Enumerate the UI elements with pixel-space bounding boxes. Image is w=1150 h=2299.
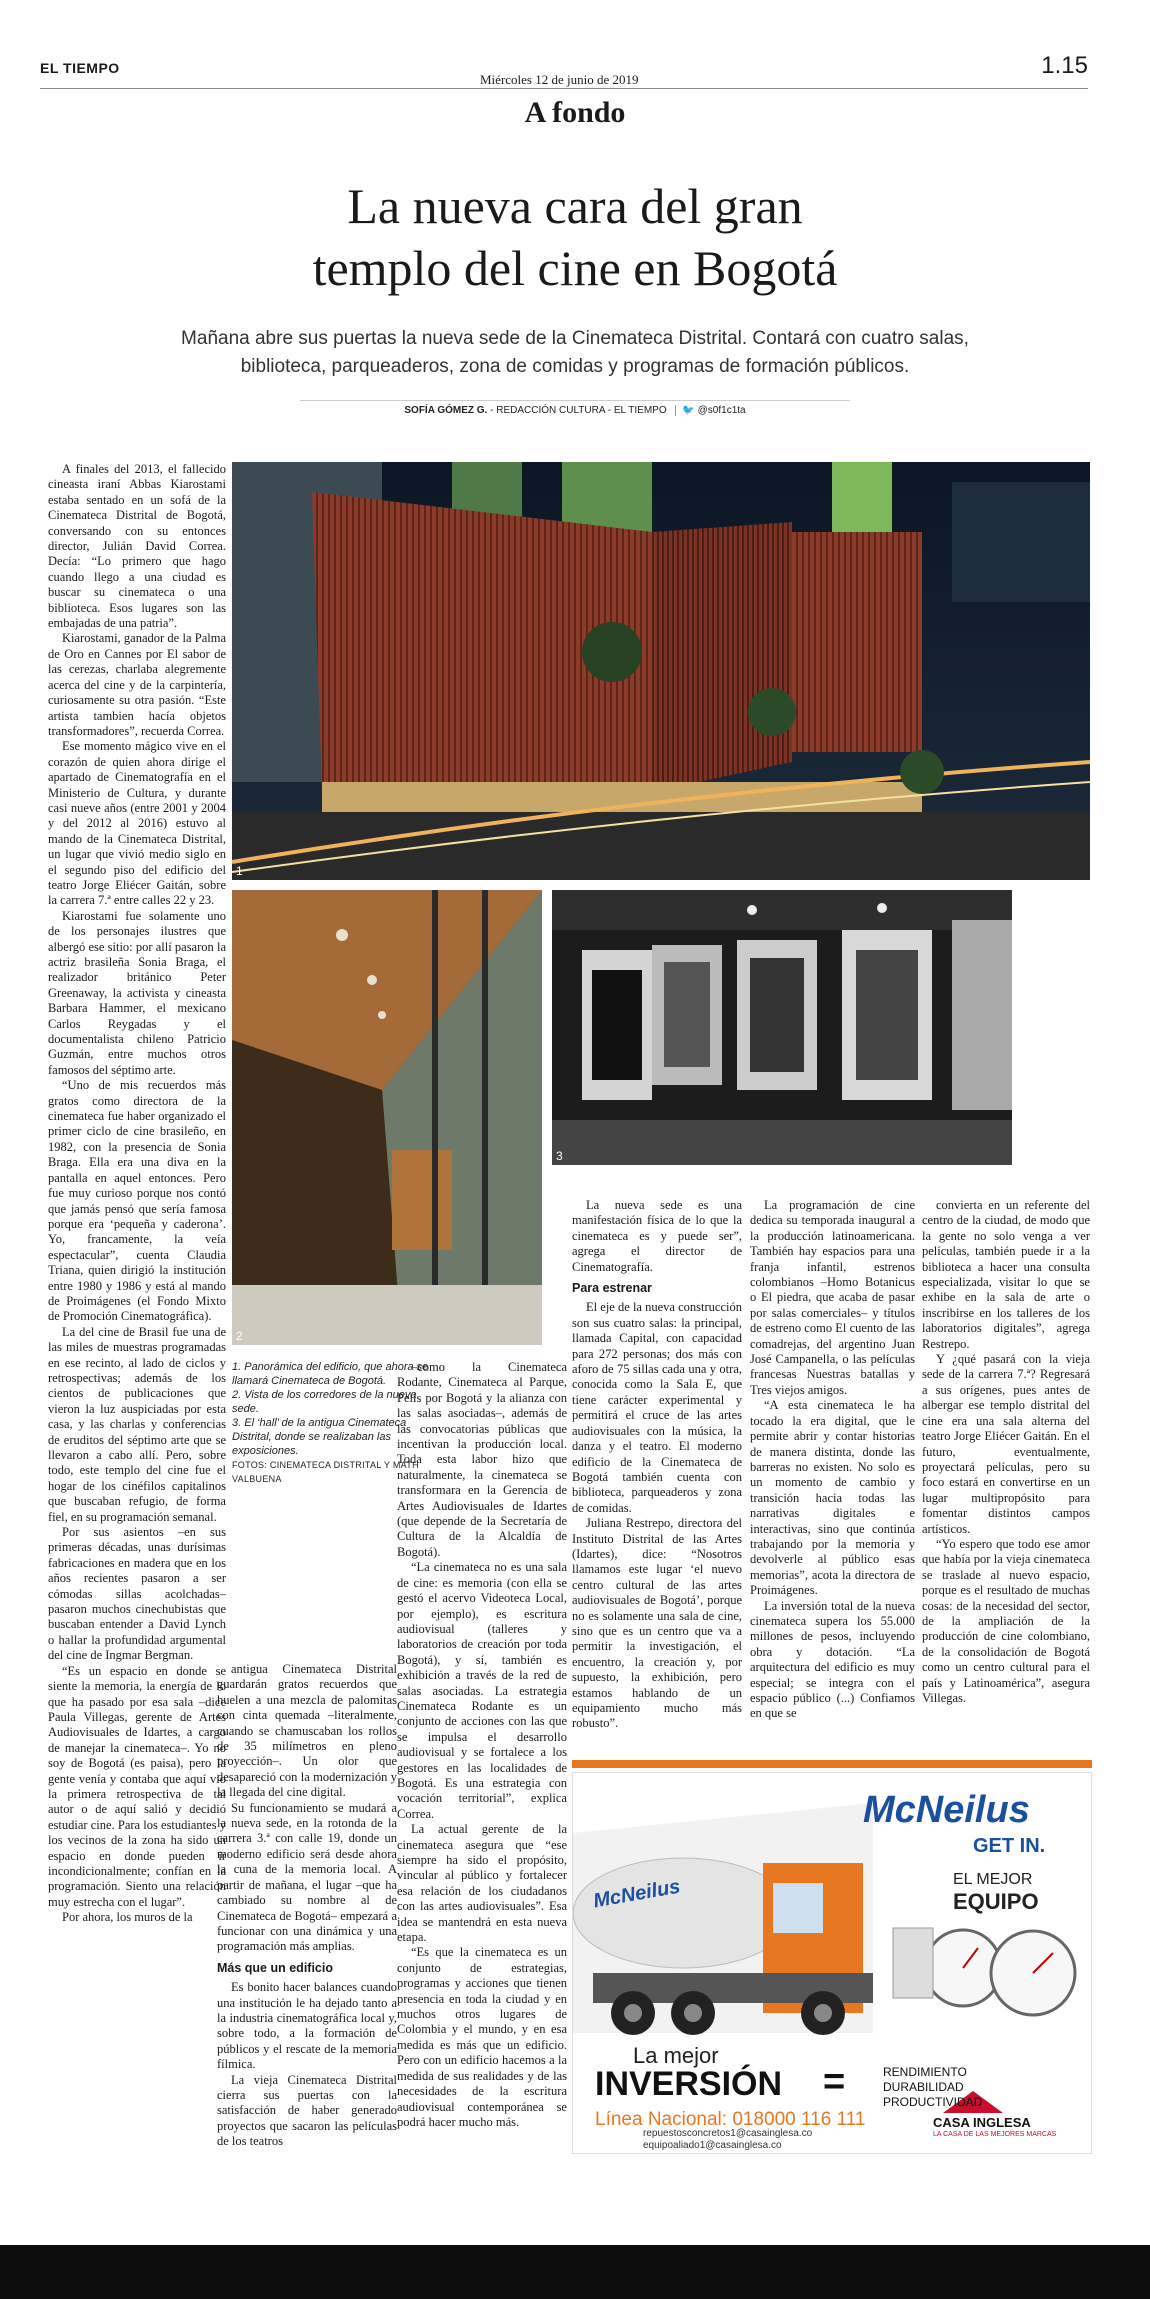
photo-number-3: 3: [556, 1149, 563, 1163]
col5-paragraph: La programación de cine dedica su temporada inaugural a la producción latinoamericana. También hay espacios para una franja infantil, estrenos colombianos –Homo Botanicus o El piedra, que acaba de pasar por salas comerciales– y títulos de estreno como El cuento de las comadrejas, del argentino Juan José Campanella, o las películas francesas Nuestras batallas y Tres viejos amigos.: [750, 1198, 915, 1397]
ad-brand: McNeilus: [863, 1789, 1030, 1831]
col2b-paragraph: La vieja Cinemateca Distrital cierra sus puertas con la satisfacción de haber generado proyectos que sacaron las películas de los teatros: [217, 2072, 397, 2149]
ad-slogan-big: INVERSIÓN: [595, 2065, 783, 2103]
ad-email-1: repuestosconcretos1@casainglesa.co: [643, 2128, 813, 2139]
photo-credit: FOTOS: CINEMATECA DISTRITAL Y MATH VALBUENA: [232, 1460, 419, 1484]
ad-claim-line-1: EL MEJOR: [953, 1871, 1033, 1888]
caption-2: 2. Vista de los corredores de la nueva sede.: [232, 1389, 417, 1415]
col1-paragraph: “Uno de mis recuerdos más gratos como directora de la cinemateca fue haber organizado el primer ciclo de cine brasileño, en 1982, con la presencia de Sonia Braga. Ella era una diva en la pantalla en aquel entonces. Pero fue muy curioso porque nos contó que jamás pensó que sería famosa porque era ‘pequeña y caderona’. Yo, francamente, la veía espectacular”, cuenta Claudia Triana, quien dirigió la institución entre 1980 y 1986 y está al mando de Proimágenes (el Fondo Mixto de Promoción Cinematográfica).: [48, 1078, 226, 1324]
page-footer-bar: [0, 2245, 1150, 2299]
col2-paragraph: Su funcionamiento se mudará a la nueva sede, en la rotonda de la carrera 3.ª con calle 19, donde un moderno edificio será desde ahora la cuna de la memoria local. A partir de mañana, el lugar –que ha cambiado su nombre al de Cinemateca de Bogotá– empezará a funcionar con una dinámica y una programación más amplias.: [217, 1800, 397, 1954]
subhead-mas-que-un-edificio: Más que un edificio: [217, 1960, 333, 1975]
ad-top-bar: [572, 1760, 1092, 1768]
col1-paragraph: Por ahora, los muros de la: [62, 1910, 193, 1925]
col4-paragraph: La nueva sede es una manifestación física de lo que la cinemateca es y puede ser”, agrega el director de Cinematografía.: [572, 1198, 742, 1274]
ad-email-2: equipoaliado1@casainglesa.co: [643, 2140, 782, 2151]
col4b-paragraph: Juliana Restrepo, directora del Instituto Distrital de las Artes (Idartes), dice: “Nosotros llamamos este lugar ‘el nuevo centro cultural de las artes audiovisuales de Bogotá’, porque no es solamente una sala de cine, sino que es un centro que va a permitir la investigación, el encuentro, la creación y, por supuesto, la exhibición, pero estamos hablando de un equipamiento mucho más robusto”.: [572, 1516, 742, 1731]
column-5: [750, 1198, 915, 1722]
ad-dealer-sub: LA CASA DE LAS MEJORES MARCAS: [933, 2131, 1057, 2138]
deck: Mañana abre sus puertas la nueva sede de la Cinemateca Distrital. Contará con cuatro salas, biblioteca, parqueaderos, zona de comidas y programas de formación públicos.: [181, 328, 969, 377]
col2b-paragraph: Es bonito hacer balances cuando una institución le ha dejado tanto a la industria cinematográfica local y, sobre todo, a la formación de públicos y el rescate de la memoria fílmica.: [217, 1980, 397, 2072]
col6-paragraph: Y ¿qué pasará con la vieja sede de la carrera 7.ª? Regresará a sus orígenes, pues antes de albergar ese templo distrital del cine era una sala alterna del teatro Jorge Eliécer Gaitán. En el futuro, eventualmente, proyectará películas, pero su foco estará en convertirse en un lugar multipropósito para fomentar distintos campos artísticos.: [922, 1352, 1090, 1536]
col4b-paragraph: El eje de la nueva construcción son sus cuatro salas: la principal, llamada Capital, con capacidad para 272 personas; dos más con aforo de 75 sillas cada una y otra, conocida como la Sala E, que tiene carácter experimental y permitirá el cruce de las artes audiovisuales con la música, la danza y el teatro. El moderno edificio de la Cinemateca de Bogotá también cuenta con biblioteca, parqueaderos y zona de comidas.: [572, 1300, 742, 1515]
column-1-text: [48, 462, 226, 1926]
header-rule: [40, 88, 1088, 89]
col2-paragraph: antigua Cinemateca Distrital guardarán gratos recuerdos que huelen a una mezcla de palomitas con cinta quemada –literalmente, cuando se chamuscaban los rollos de 35 milímetros en pleno proyección–. Un olor que desapareció con la modernización y la llegada del cine digital.: [217, 1662, 397, 1800]
subhead-para-estrenar: Para estrenar: [572, 1281, 652, 1296]
issue-date: Miércoles 12 de junio de 2019: [480, 72, 639, 87]
caption-3: 3. El ‘hall’ de la antigua Cinemateca Distrital, donde se realizaban las exposiciones.: [232, 1417, 407, 1457]
caption-1: 1. Panorámica del edificio, que ahora se llamará Cinemateca de Bogotá.: [232, 1361, 429, 1387]
column-5-text: [750, 1198, 915, 1722]
col5-paragraph: La inversión total de la nueva cinemateca supera los 55.000 millones de pesos, incluyendo obra y dotación. “La arquitectura del edificio es muy especial; se integra con el espacio público (...) Confiamos en que se: [750, 1598, 915, 1721]
ad-truck-brand: McNeilus: [591, 1875, 682, 1913]
col5-paragraph: “A esta cinemateca le ha tocado la era digital, que le permite abrir y contar historias de manera distinta, donde las barreras no existen. No solo es un momento de cambio y transición hacia todas las narrativas digitales e interactivas, sino que continúa trabajando por la memoria y devolverle al público esas memorias”, acota la directora de Proimágenes.: [750, 1398, 915, 1598]
headline: [100, 175, 1050, 299]
col3-paragraph: –como la Cinemateca Rodante, Cinemateca al Parque, Pelis por Bogotá y la alianza con las salas asociadas–, además de las convocatorias públicas que incentivan la producción local. Toda esta labor hizo que naturalmente, la cinemateca se transformara en la Gerencia de Artes Audiovisuales de Idartes (que depende de la Secretaría de Cultura de la Alcaldía de Bogotá).: [397, 1360, 567, 1559]
column-3-text: [397, 1360, 567, 2130]
ad-dealer: CASA INGLESA: [933, 2115, 1031, 2130]
column-1: [48, 462, 226, 1926]
photo-number-2: 2: [236, 1329, 243, 1343]
column-2: [217, 1662, 397, 2150]
headline-line-2: templo del cine en Bogotá: [312, 240, 838, 296]
col1-paragraph: Por sus asientos –en sus primeras décadas, unas durísimas fabricaciones en madera que en los años recientes pasaron a ser cómodas sillas acolchadas– pasaron muchos cinechubistas que buscaban entender a David Lynch o hallar la profundidad argumental del cine de Ingmar Bergman.: [48, 1525, 226, 1663]
byline-handle: @s0f1c1ta: [697, 405, 746, 416]
byline-rule: [300, 400, 850, 401]
col1-paragraph: “Es un espacio en donde se siente la memoria, la energía de lo que ha pasado por esa sala –dice Paula Villegas, gerente de Artes Audiovisuales de Idartes, a cargo de manejar la cinemateca–. Yo no soy de Bogotá (es paisa), pero la gente venía y contaba que aquí vio la primera retrospectiva de tal autor o de aquí salió y decidió estudiar cine. Para los estudiantes y los vecinos de la zona ha sido un espacio en donde pueden ir incondicionalmente; confían en la programación. Siento una relación muy estrecha con el lugar”.: [48, 1663, 226, 1909]
page-number: 1.15: [1041, 52, 1088, 79]
column-4b-text: [572, 1300, 742, 1731]
column-6: [922, 1198, 1090, 1706]
byline: [0, 405, 1150, 416]
col1-paragraph: Ese momento mágico vive en el corazón de quien ahora dirige el apartado de Cinematografía en el Ministerio de Cultura, y durante casi nueve años (entre 2001 y 2004 y del 2012 al 2016) estuvo al mando de la Cinemateca Distrital, un lugar que vivió medio siglo en el segundo piso del edificio del teatro Jorge Eliécer Gaitán, sobre la carrera 7.ª entre calles 22 y 23.: [48, 739, 226, 908]
ad-benefit-3: PRODUCTIVIDAD: [883, 2095, 983, 2109]
ad-benefits: [883, 2065, 982, 2110]
ad-tagline: GET IN.: [973, 1835, 1046, 1857]
col3-paragraph: La actual gerente de la cinemateca asegura que “ese siempre ha sido el propósito, vincular al público y fortalecer esa relación de los ciudadanos con las artes audiovisuales”. Esa idea se mantendrá en esta nueva etapa.: [397, 1822, 567, 1945]
twitter-icon: 🐦: [682, 405, 695, 416]
ad-claim-line-2: EQUIPO: [953, 1889, 1039, 1914]
col6-paragraph: “Yo espero que todo ese amor que había por la vieja cinemateca se traslade al nuevo espacio, porque es el resultado de muchas cosas: de la necesidad del sector, de la ampliación de la producción de cine colombiano, de la consolidación de Bogotá como un centro cultural para el país y Latinoamérica”, asegura Villegas.: [922, 1536, 1090, 1705]
column-4-text: [572, 1198, 742, 1275]
section-title: A fondo: [524, 96, 626, 129]
column-6-text: [922, 1198, 1090, 1706]
ad-equals: =: [823, 2061, 846, 2103]
col6-paragraph: convierta en un referente del centro de la ciudad, de modo que la gente no solo venga a ver películas, también puede ir a la biblioteca a hacer una consulta especializada, visitar lo que se exhibe en la sala de arte o inscribirse en los talleres de los laboratorios digitales”, agrega Restrepo.: [922, 1198, 1090, 1351]
col1-paragraph: Kiarostami, ganador de la Palma de Oro en Cannes por El sabor de las cerezas, charlaba alegremente acerca del cine y de la carpintería, curiosamente su otra pasión. “Este artista tambien hacía objetos transformadores”, recuerda Correa.: [48, 631, 226, 738]
byline-author: SOFÍA GÓMEZ G.: [404, 405, 488, 416]
col3-paragraph: “Es que la cinemateca es un conjunto de estrategias, programas y acciones que tienen presencia en toda la ciudad y en muchos otros lugares de Colombia y el mundo, y en esa medida es más que un edificio. Pero con un edificio hacemos a la medida de sus realidades y de las necesidades de la escritura audiovisual contemporánea se podrá hacer mucho más.: [397, 1945, 567, 2129]
masthead: EL TIEMPO: [40, 60, 120, 76]
photo-old-hall: [552, 890, 1012, 1165]
column-2b-text: [217, 1980, 397, 2149]
column-2-text: [217, 1662, 397, 1955]
ad-benefit-2: DURABILIDAD: [883, 2080, 964, 2094]
byline-desk: - REDACCIÓN CULTURA - EL TIEMPO: [487, 405, 667, 416]
photo-building-panorama: [232, 462, 1090, 880]
col1-paragraph: La del cine de Brasil fue una de las miles de muestras programadas en ese recinto, al lado de ciclos y retrospectivas; además de los cientos de publicaciones que vieron la luz auspiciadas por esta casa, y las charlas y conferencias de eruditos del séptimo arte que se llevaron a cabo allí. Pero, sobre todo, este templo del cine fue el hogar de los cinéfilos capitalinos que buscaban refugio, de forma fiel, en su programación semanal.: [48, 1324, 226, 1524]
ad-slogan-small: La mejor: [633, 2043, 719, 2068]
ad-benefit-1: RENDIMIENTO: [883, 2065, 967, 2079]
col1-paragraph: Kiarostami fue solamente uno de los personajes ilustres que albergó ese sitio: por allí pasaron la actriz brasileña Sonia Braga, el realizador británico Peter Greenaway, la activista y cineasta Barbara Hammer, el mexicano Carlos Reygadas y el documentalista chileno Patricio Guzmán, entre muchos otros famosos del séptimo arte.: [48, 908, 226, 1077]
mcneilus-ad[interactable]: [572, 1772, 1092, 2154]
col1-paragraph: A finales del 2013, el fallecido cineasta iraní Abbas Kiarostami estaba sentado en un sofá de la Cinemateca Distrital de Bogotá, conversando con su entonces director, Julián David Correa. Decía: “Lo primero que hago cuando llego a una ciudad es buscar su cinemateca o una biblioteca. Esos lugares son las embajadas de una patria”.: [48, 462, 226, 631]
column-3: [397, 1360, 567, 2130]
ad-phone: Línea Nacional: 018000 116 111: [595, 2109, 866, 2130]
photo-number-1: 1: [236, 864, 243, 878]
col3-paragraph: “La cinemateca no es una sala de cine: es memoria (con ella se gestó el acervo Videoteca Local, por ejemplo), es escritura audiovisual (talleres y laboratorios de creación por toda Bogotá), y sí, también es exhibición a través de la red de salas asociadas. La estrategia Cinemateca Rodante es un conjunto de acciones con las que se impulsa el desarrollo audiovisual y se fortalece a los gestores en las localidades de Bogotá. Es una estrategia con vocación territorial”, explica Correa.: [397, 1560, 567, 1821]
headline-line-1: La nueva cara del gran: [347, 178, 803, 234]
photo-corridor: [232, 890, 542, 1345]
column-4: [572, 1198, 742, 1732]
